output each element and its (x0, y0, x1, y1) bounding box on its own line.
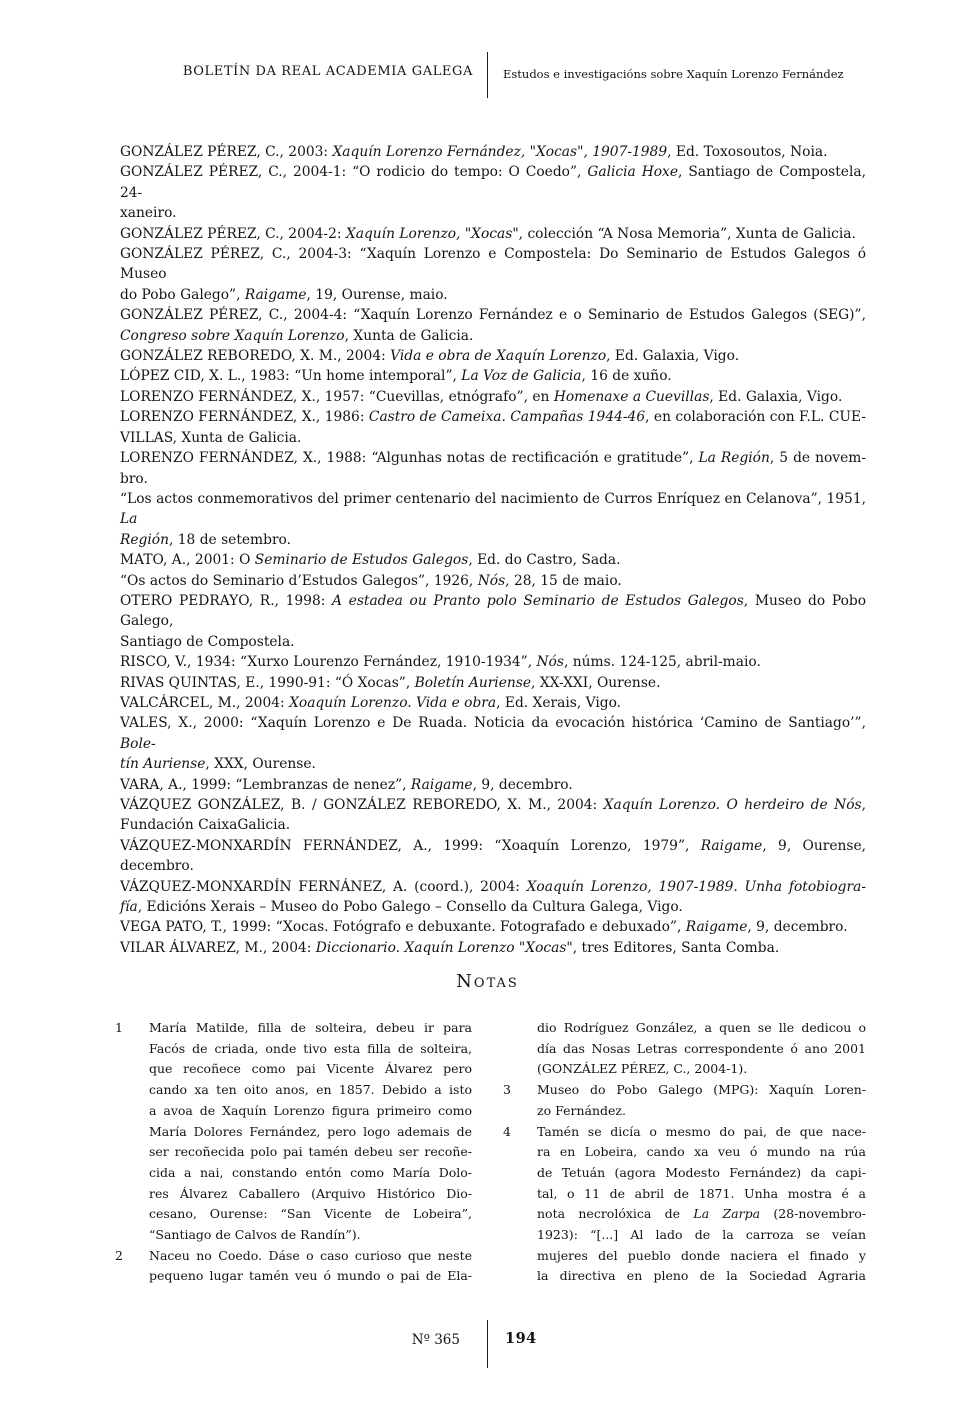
footnote (115, 1246, 472, 1287)
text-line (149, 1122, 472, 1143)
text-segment: res Álvarez Caballero (Arquivo Histórico Dio- (149, 1185, 472, 1201)
footnote-text (537, 1080, 866, 1121)
journal-title: BOLETÍN DA REAL ACADEMIA GALEGA (182, 64, 473, 79)
text-segment: VÁZQUEZ GONZÁLEZ, B. / GONZÁLEZ REBOREDO, X. M., 2004: (120, 797, 604, 813)
text-line (537, 1266, 866, 1287)
text-segment: Facós de criada, onde tivo esta filla de solteira, (149, 1040, 472, 1056)
text-segment: , (861, 797, 866, 813)
text-segment: Naceu no Coedo. Dáse o caso curioso que neste (149, 1247, 472, 1263)
text-segment: , Museo do Pobo Galego, (120, 592, 867, 630)
text-line (149, 1225, 472, 1246)
text-segment: día das Nosas Letras correspondente ó ano 2001 (537, 1040, 866, 1056)
italic-segment: Raigame (410, 776, 473, 793)
italic-segment: Diccionario. Xaquín Lorenzo "Xocas" (315, 939, 573, 956)
text-segment: , 18 de setembro. (169, 531, 292, 548)
text-segment: de Tetuán (agora Modesto Fernández) da capi- (537, 1164, 866, 1180)
italic-segment: Raigame (685, 919, 748, 936)
text-line (149, 1080, 472, 1101)
text-segment: que recoñece como pai Vicente Álvarez pero (149, 1061, 472, 1077)
text-segment: VARA, A., 1999: “Lembranzas de nenez”, (120, 776, 411, 793)
section-title: Estudos e investigacións sobre Xaquín Lorenzo Fernández (503, 67, 844, 81)
text-segment: VEGA PATO, T., 1999: “Xocas. Fotógrafo e debuxante. Fotografado e debuxado”, (120, 919, 686, 936)
text-line (120, 713, 866, 754)
text-segment: Museo do Pobo Galego (MPG): Xaquín Loren- (537, 1082, 866, 1098)
bibliography-entry (120, 550, 866, 570)
text-segment: GONZÁLEZ PÉREZ, C., 2003: (120, 144, 333, 160)
text-segment: RISCO, V., 1934: “Xurxo Lourenzo Fernández, 1910-1934”, (120, 654, 537, 671)
footnote (115, 1018, 472, 1246)
text-line (120, 244, 866, 285)
footnote (503, 1018, 866, 1080)
bibliography-entry (120, 387, 866, 407)
text-segment: GONZÁLEZ PÉREZ, C., 2004-1: “O rodicio do tempo: O Coedo”, (120, 164, 588, 181)
text-line (120, 693, 866, 713)
text-line (120, 856, 866, 876)
text-segment: , Ed. Toxosoutos, Noia. (667, 144, 828, 160)
text-line (120, 469, 866, 489)
text-segment: VALES, X., 2000: “Xaquín Lorenzo e De Ruada. Noticia da evocación histórica ‘Camino de Santiago’”, (120, 715, 866, 732)
text-segment: GONZÁLEZ PÉREZ, C., 2004-3: “Xaquín Lorenzo e Compostela: Do Seminario de Estudos Galegos ó Museo (120, 246, 866, 283)
text-segment: GONZÁLEZ PÉREZ, C., 2004-4: “Xaquín Lorenzo Fernández e o Seminario de Estudos Galegos (SEG)”, (120, 307, 866, 324)
text-segment: , 28, 15 de maio. (505, 572, 622, 589)
text-segment: , núms. 124-125, abril-maio. (563, 654, 761, 671)
text-segment: , Ed. Galaxia, Vigo. (606, 348, 740, 365)
bibliography-entry (120, 877, 866, 918)
italic-segment: La Voz de Galicia (461, 368, 582, 385)
bibliography-entry (120, 346, 866, 366)
text-line (120, 897, 866, 917)
italic-segment: fía (120, 899, 138, 916)
bibliography-entry (120, 305, 866, 346)
footnote-text (537, 1122, 866, 1288)
bibliography-entry (120, 938, 866, 958)
footnote (503, 1080, 866, 1121)
text-segment: dio Rodríguez González, a quen se lle dedicou o (537, 1020, 866, 1035)
text-line (120, 673, 866, 693)
text-segment: MATO, A., 2001: O (120, 552, 255, 569)
text-segment: , Xunta de Galicia. (344, 327, 474, 344)
text-segment: LÓPEZ CID, X. L., 1983: “Un home intemporal”, (120, 368, 462, 385)
text-line (120, 571, 866, 591)
bibliography-entry (120, 693, 866, 713)
text-segment: , colección “A Nosa Memoria”, Xunta de Galicia. (518, 225, 856, 242)
text-segment: , 9, decembro. (472, 776, 573, 793)
text-line (120, 591, 866, 632)
text-segment: zo Fernández. (537, 1102, 626, 1118)
text-segment: , XXX, Ourense. (205, 756, 316, 773)
text-line (120, 326, 866, 346)
text-line (149, 1246, 472, 1267)
italic-segment: Seminario de Estudos Galegos (254, 552, 469, 569)
header-divider (487, 52, 488, 98)
footnote-number: 3 (503, 1082, 511, 1098)
text-line (537, 1080, 866, 1101)
text-line (120, 550, 866, 570)
text-line (120, 224, 866, 244)
bibliography-entry (120, 407, 866, 448)
text-segment: , Ed. do Castro, Sada. (468, 552, 621, 569)
footnotes-left-column (115, 1018, 472, 1287)
bibliography-entry (120, 244, 866, 305)
text-segment: a avoa de Xaquín Lorenzo figura primeiro como (149, 1102, 472, 1118)
text-segment: la directiva en pleno de la Sociedad Agraria (537, 1268, 866, 1284)
text-segment: , 16 de xuño. (581, 368, 672, 385)
text-segment: VILAR ÁLVAREZ, M., 2004: (120, 939, 316, 956)
text-segment: VALCÁRCEL, M., 2004: (120, 694, 290, 711)
text-segment: (GONZÁLEZ PÉREZ, C., 2004-1). (537, 1061, 748, 1077)
bibliography-entry (120, 591, 866, 652)
text-line (149, 1101, 472, 1122)
bibliography-entry (120, 571, 866, 591)
text-line (120, 775, 866, 795)
text-line (120, 489, 866, 530)
text-segment: “Santiago de Calvos de Randín”). (149, 1227, 361, 1243)
text-line (120, 938, 866, 958)
text-line (120, 366, 866, 386)
text-segment: , Edicións Xerais – Museo do Pobo Galego – Consello da Cultura Galega, Vigo. (137, 899, 683, 916)
text-segment: , 19, Ourense, maio. (306, 286, 448, 303)
page-number: 194 (505, 1330, 537, 1347)
text-line (537, 1163, 866, 1184)
italic-segment: Xoaquín Lorenzo, 1907-1989. Unha fotobiogra- (526, 878, 866, 895)
italic-segment: Homenaxe a Cuevillas (553, 388, 710, 405)
bibliography-entry (120, 224, 866, 244)
text-line (120, 632, 866, 652)
text-line (120, 346, 866, 366)
text-segment: (28-novembro- (760, 1206, 866, 1222)
text-line (537, 1039, 866, 1060)
text-line (120, 754, 866, 774)
bibliography-entry (120, 448, 866, 489)
text-line (120, 448, 866, 468)
text-line (120, 285, 866, 305)
text-segment: , Ed. Galaxia, Vigo. (709, 388, 843, 405)
text-segment: cesano, Ourense: “San Vicente de Lobeira”, (149, 1206, 472, 1222)
text-segment: “Los actos conmemorativos del primer centenario del nacimiento de Curros Enríquez en Celanova”, 1951, (120, 490, 866, 507)
text-line (537, 1059, 866, 1080)
bibliography-entry (120, 836, 866, 877)
text-segment: Tamén se dicía o mesmo do pai, de que nace- (537, 1123, 866, 1139)
text-segment: , 9, Ourense, (762, 837, 866, 854)
text-segment: , 9, decembro. (747, 919, 848, 936)
text-line (120, 142, 866, 162)
text-line (149, 1142, 472, 1163)
text-line (537, 1204, 866, 1225)
bibliography-entry (120, 489, 866, 550)
text-line (120, 428, 866, 448)
text-line (537, 1018, 866, 1039)
text-segment: decembro. (120, 858, 194, 875)
text-segment: VILLAS, Xunta de Galicia. (120, 429, 302, 446)
text-line (149, 1204, 472, 1225)
text-line (120, 652, 866, 672)
text-segment: cando xa ten oito anos, en 1857. Debido a isto (149, 1082, 472, 1098)
text-line (120, 305, 866, 325)
text-segment: GONZÁLEZ PÉREZ, C., 2004-2: (120, 225, 346, 242)
italic-segment: Región (120, 531, 169, 548)
italic-segment: Raigame (700, 837, 763, 854)
text-segment: 1923): “[...] Al lado de la carroza se veían (537, 1227, 866, 1243)
italic-segment: Nós (536, 654, 564, 671)
text-line (149, 1163, 472, 1184)
text-segment: LORENZO FERNÁNDEZ, X., 1957: “Cuevillas, etnógrafo”, en (120, 388, 554, 405)
text-line (120, 917, 866, 937)
text-segment: RIVAS QUINTAS, E., 1990-91: “Ó Xocas”, (120, 674, 415, 691)
text-line (537, 1184, 866, 1205)
text-line (120, 815, 866, 835)
text-segment: nota necrolóxica de (537, 1206, 694, 1222)
notas-heading: Notas (456, 971, 519, 992)
text-segment: , Ed. Xerais, Vigo. (496, 694, 622, 711)
text-segment: bro. (120, 470, 148, 487)
italic-segment: Xaquín Lorenzo, "Xocas" (345, 225, 519, 242)
italic-segment: Vida e obra de Xaquín Lorenzo (390, 348, 607, 365)
bibliography-entry (120, 366, 866, 386)
text-line (149, 1059, 472, 1080)
text-segment: LORENZO FERNÁNDEZ, X., 1986: (120, 409, 369, 426)
footnote-text (149, 1246, 472, 1287)
italic-segment: Galicia Hoxe (587, 164, 679, 181)
text-segment: cida a nai, constando entón como María Dolo- (149, 1164, 472, 1180)
text-line (537, 1246, 866, 1267)
text-line (120, 387, 866, 407)
text-segment: GONZÁLEZ REBOREDO, X. M., 2004: (120, 348, 391, 365)
footnote-number: 2 (115, 1247, 123, 1263)
text-line (149, 1018, 472, 1039)
text-line (120, 407, 866, 427)
bibliography-entry (120, 652, 866, 672)
bibliography-entry (120, 775, 866, 795)
footnote-text (149, 1018, 472, 1246)
italic-segment: Xaquín Lorenzo. O herdeiro de Nós (603, 797, 862, 813)
footer-divider (487, 1320, 488, 1368)
text-segment: “Os actos do Seminario d’Estudos Galegos”, 1926, (120, 572, 478, 589)
text-line (120, 162, 866, 203)
footnote-text (537, 1018, 866, 1080)
text-line (149, 1266, 472, 1287)
bibliography-list (120, 142, 866, 958)
bibliography-entry (120, 713, 866, 774)
text-segment: , XX-XXI, Ourense. (531, 674, 661, 691)
text-line (537, 1225, 866, 1246)
text-segment: ra en Lobeira, cando xa veu ó mundo na rúa (537, 1144, 866, 1160)
text-segment: pequeno lugar tamén veu ó mundo o pai de Ela- (149, 1268, 472, 1284)
italic-segment: Bole- (120, 735, 156, 752)
text-segment: LORENZO FERNÁNDEZ, X., 1988: “Algunhas notas de rectificación e gratitude”, (120, 450, 699, 467)
text-segment: Santiago de Compostela. (120, 633, 295, 650)
text-segment: ser recoñecida polo pai tamén debeu ser recoñe- (149, 1144, 472, 1160)
italic-segment: Boletín Auriense (414, 674, 532, 691)
italic-segment: Congreso sobre Xaquín Lorenzo (120, 327, 345, 344)
bibliography-entry (120, 917, 866, 937)
italic-segment: Xaquín Lorenzo Fernández, "Xocas", 1907-1989 (332, 144, 668, 160)
footnotes-right-column (503, 1018, 866, 1287)
text-segment: María Dolores Fernández, pero logo ademais de (149, 1123, 472, 1139)
text-segment: mujeres del pueblo donde naciera el finado y (537, 1247, 866, 1263)
bibliography-entry (120, 142, 866, 162)
issue-number: Nº 365 (411, 1332, 460, 1348)
text-segment: , en colaboración con F.L. CUE- (645, 409, 866, 426)
italic-segment: La Zarpa (693, 1206, 761, 1222)
text-segment: do Pobo Galego”, (120, 286, 245, 303)
text-segment: , Santiago de Compostela, 24- (120, 164, 866, 201)
text-line (537, 1122, 866, 1143)
italic-segment: A estadea ou Pranto polo Seminario de Estudos Galegos (332, 592, 744, 609)
footnote-number: 4 (503, 1123, 511, 1139)
text-segment: tal, o 11 de abril de 1871. Unha mostra é a (537, 1185, 866, 1201)
italic-segment: Nós (477, 572, 506, 589)
text-segment: VÁZQUEZ-MONXARDÍN FERNÁNEZ, A. (coord.), 2004: (120, 878, 527, 895)
footnote (503, 1122, 866, 1288)
italic-segment: La (120, 511, 138, 528)
text-line (120, 203, 866, 223)
text-segment: OTERO PEDRAYO, R., 1998: (120, 592, 333, 609)
text-line (149, 1039, 472, 1060)
italic-segment: Xoaquín Lorenzo. Vida e obra (289, 694, 497, 711)
text-segment: VÁZQUEZ-MONXARDÍN FERNÁNDEZ, A., 1999: “Xoaquín Lorenzo, 1979”, (120, 837, 701, 854)
italic-segment: Castro de Cameixa. Campañas 1944-46 (368, 409, 646, 426)
italic-segment: La Región (698, 450, 770, 467)
text-segment: xaneiro. (120, 205, 177, 222)
italic-segment: Raigame (244, 286, 307, 303)
text-line (537, 1101, 866, 1122)
text-segment: , 5 de novem- (769, 450, 866, 467)
bibliography-entry (120, 795, 866, 836)
footnote-number (503, 1018, 537, 1080)
text-line (149, 1184, 472, 1205)
bibliography-entry (120, 162, 866, 223)
bibliography-entry (120, 673, 866, 693)
text-line (537, 1142, 866, 1163)
footnote-number: 1 (115, 1020, 123, 1035)
text-segment: Fundación CaixaGalicia. (120, 817, 291, 834)
text-line (120, 530, 866, 550)
italic-segment: tín Auriense (120, 756, 206, 773)
text-line (120, 877, 866, 897)
text-segment: María Matilde, filla de solteira, debeu ir para (149, 1020, 472, 1035)
text-line (120, 836, 866, 856)
text-line (120, 795, 866, 815)
text-segment: , tres Editores, Santa Comba. (572, 939, 780, 956)
